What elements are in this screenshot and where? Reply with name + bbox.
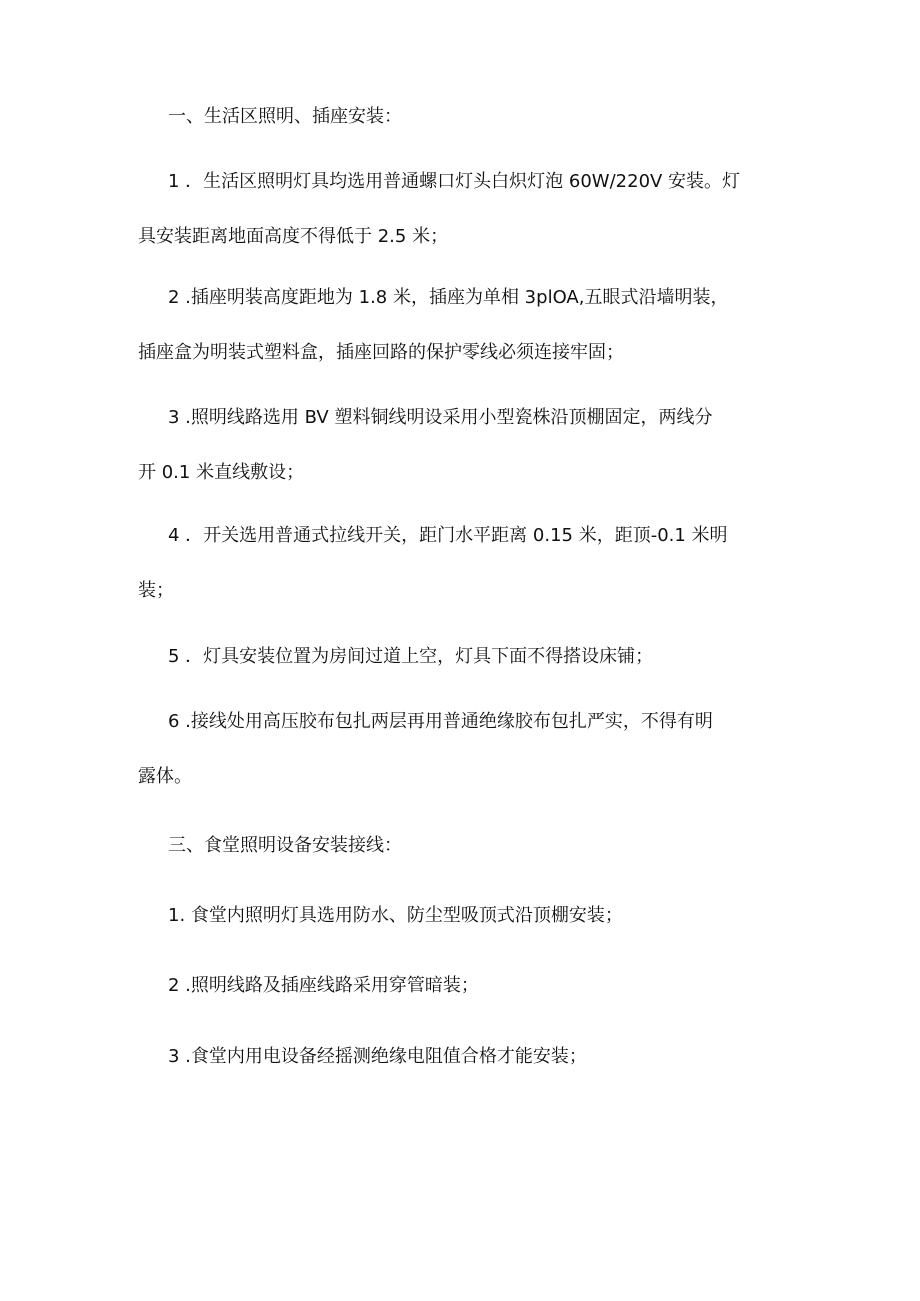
canteen-item-2-block bbox=[138, 958, 790, 1013]
canteen-item-1-block bbox=[138, 888, 790, 943]
canteen-item-2: 2 .照明线路及插座线路采用穿管暗装； bbox=[168, 975, 479, 996]
item-2-line-2: 插座盒为明装式塑料盒，插座回路的保护零线必须连接牢固； bbox=[138, 342, 624, 363]
item-1 bbox=[138, 154, 790, 264]
item-6-line-1: 6 .接线处用高压胶布包扎两层再用普通绝缘胶布包扎严实，不得有明 bbox=[168, 711, 713, 732]
section-heading-canteen: 三、食堂照明设备安装接线： bbox=[168, 835, 402, 856]
item-5-line-1: 5 ．灯具安装位置为房间过道上空，灯具下面不得搭设床铺； bbox=[168, 646, 654, 667]
canteen-item-1: 1. 食堂内照明灯具选用防水、防尘型吸顶式沿顶棚安装； bbox=[168, 905, 623, 926]
item-3-line-2: 开 0.1 米直线敷设； bbox=[138, 462, 305, 483]
item-5 bbox=[138, 629, 790, 684]
item-1-line-1: 1 ．生活区照明灯具均选用普通螺口灯头白炽灯泡 60W/220V 安装。灯 bbox=[168, 171, 741, 192]
item-1-line-2: 具安装距离地面高度不得低于 2.5 米； bbox=[138, 226, 449, 247]
item-6 bbox=[138, 694, 790, 804]
canteen-item-3-block bbox=[138, 1029, 790, 1084]
item-6-line-2: 露体。 bbox=[138, 766, 192, 787]
item-2-line-1: 2 .插座明装高度距地为 1.8 米，插座为单相 3plOA,五眼式沿墙明装， bbox=[168, 287, 729, 308]
item-3-line-1: 3 .照明线路选用 BV 塑料铜线明设采用小型瓷株沿顶棚固定，两线分 bbox=[168, 407, 713, 428]
section-heading-living-area: 一、生活区照明、插座安装： bbox=[168, 106, 402, 127]
item-4 bbox=[138, 508, 790, 618]
item-3 bbox=[138, 390, 790, 500]
item-2 bbox=[138, 270, 790, 380]
document-body bbox=[138, 89, 790, 144]
canteen-item-3: 3 .食堂内用电设备经摇测绝缘电阻值合格才能安装； bbox=[168, 1046, 587, 1067]
item-4-line-2: 装； bbox=[138, 580, 174, 601]
item-4-line-1: 4 ．开关选用普通式拉线开关，距门水平距离 0.15 米，距顶-0.1 米明 bbox=[168, 525, 728, 546]
section-heading-canteen-block bbox=[138, 818, 790, 873]
